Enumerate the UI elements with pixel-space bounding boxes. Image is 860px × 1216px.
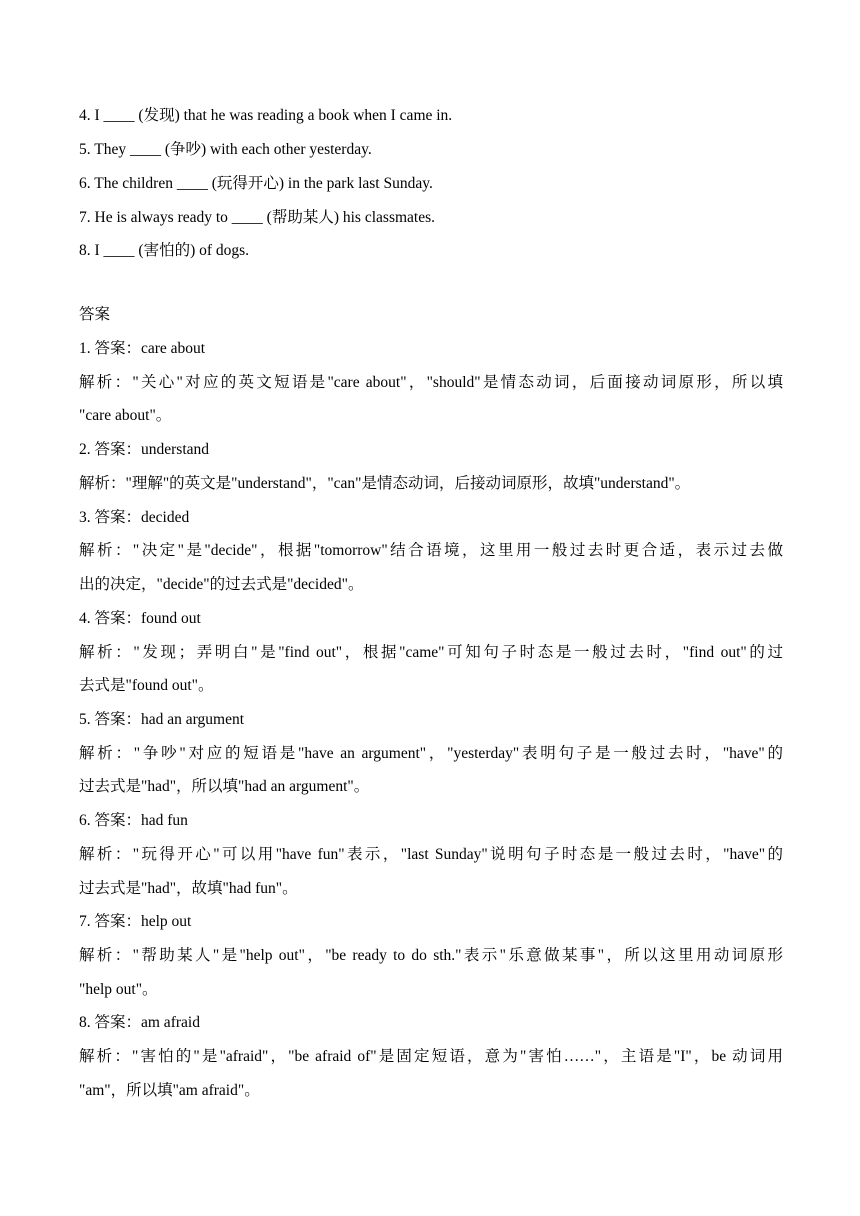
explanation-5-line-1: 解析："争吵"对应的短语是"have an argument"，"yesterday"表明句子是一般过去时，"have"的 — [79, 745, 783, 762]
explanation-1-line-2: "care about"。 — [79, 407, 172, 424]
answer-4: 4. 答案：found out — [79, 610, 201, 627]
question-7: 7. He is always ready to ____ (帮助某人) his classmates. — [79, 209, 436, 226]
answer-8: 8. 答案：am afraid — [79, 1014, 200, 1031]
explanation-7-line-2: "help out"。 — [79, 981, 158, 998]
explanation-4-line-1: 解析："发现；弄明白"是"find out"，根据"came"可知句子时态是一般过去时，"find out"的过 — [79, 644, 783, 661]
answers-heading: 答案 — [79, 306, 111, 323]
explanation-8-line-2: "am"，所以填"am afraid"。 — [79, 1082, 260, 1099]
answer-3: 3. 答案：decided — [79, 509, 190, 526]
explanation-3-line-2: 出的决定，"decide"的过去式是"decided"。 — [79, 576, 364, 593]
explanation-4-line-2: 去式是"found out"。 — [79, 677, 214, 694]
answer-2: 2. 答案：understand — [79, 441, 210, 458]
question-6: 6. The children ____ (玩得开心) in the park last Sunday. — [79, 175, 433, 192]
question-8: 8. I ____ (害怕的) of dogs. — [79, 242, 250, 259]
explanation-5-line-2: 过去式是"had"，所以填"had an argument"。 — [79, 778, 370, 795]
answer-5: 5. 答案：had an argument — [79, 711, 245, 728]
question-4: 4. I ____ (发现) that he was reading a book when I came in. — [79, 107, 453, 124]
explanation-6-line-2: 过去式是"had"，故填"had fun"。 — [79, 880, 298, 897]
answer-1: 1. 答案：care about — [79, 340, 206, 357]
explanation-2-line-1: 解析："理解"的英文是"understand"，"can"是情态动词，后接动词原形，故填"understand"。 — [79, 475, 691, 492]
question-5: 5. They ____ (争吵) with each other yesterday. — [79, 141, 372, 158]
explanation-7-line-1: 解析："帮助某人"是"help out"，"be ready to do sth."表示"乐意做某事"，所以这里用动词原形 — [79, 947, 783, 964]
answer-7: 7. 答案：help out — [79, 913, 192, 930]
explanation-6-line-1: 解析："玩得开心"可以用"have fun"表示，"last Sunday"说明句子时态是一般过去时，"have"的 — [79, 846, 783, 863]
explanation-3-line-1: 解析："决定"是"decide"，根据"tomorrow"结合语境，这里用一般过去时更合适，表示过去做 — [79, 542, 783, 559]
explanation-8-line-1: 解析："害怕的"是"afraid"，"be afraid of"是固定短语，意为"害怕……"，主语是"I"，be 动词用 — [79, 1048, 783, 1065]
explanation-1-line-1: 解析："关心"对应的英文短语是"care about"，"should"是情态动词，后面接动词原形，所以填 — [79, 374, 783, 391]
answer-6: 6. 答案：had fun — [79, 812, 188, 829]
